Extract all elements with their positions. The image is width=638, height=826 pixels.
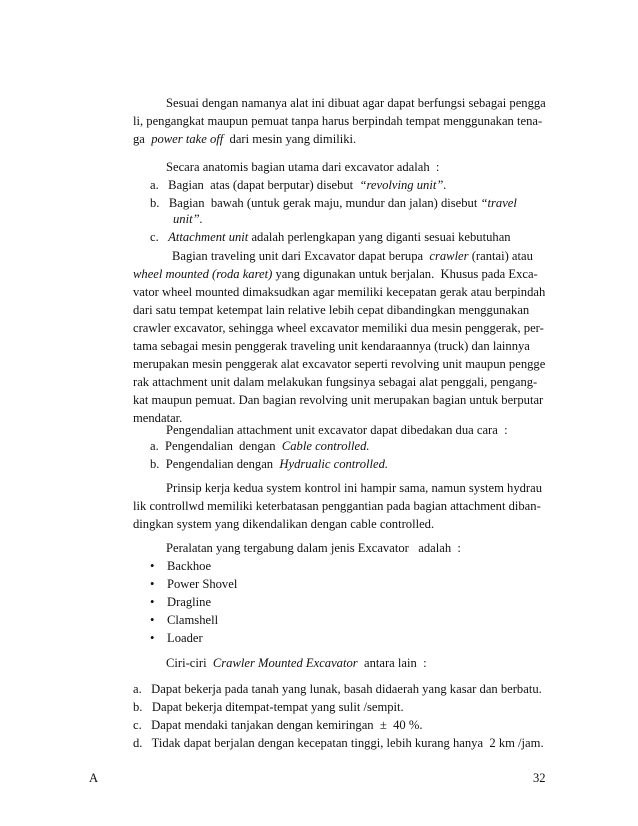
text-line bbox=[133, 498, 541, 514]
text-run: • Power Shovel bbox=[150, 577, 238, 591]
text-line bbox=[133, 392, 543, 408]
text-line bbox=[150, 630, 203, 646]
text-line bbox=[150, 195, 517, 211]
text-run: lik controllwd memiliki keterbatasan penggantian pada bagian attachment diban- bbox=[133, 499, 541, 513]
text-run: Bagian traveling unit dari Excavator dapat berupa bbox=[172, 249, 430, 263]
italic-text: wheel mounted (roda karet) bbox=[133, 267, 273, 281]
text-run: c. Dapat mendaki tanjakan dengan kemiringan ± 40 %. bbox=[133, 718, 423, 732]
italic-text: Hydrualic controlled. bbox=[279, 457, 389, 471]
text-run: Secara anatomis bagian utama dari excavator adalah : bbox=[166, 160, 440, 174]
italic-text: power take off bbox=[151, 132, 224, 146]
text-run: ga bbox=[133, 132, 152, 146]
text-run: • Clamshell bbox=[150, 613, 219, 627]
text-line bbox=[133, 356, 545, 372]
text-line bbox=[150, 229, 511, 245]
text-line bbox=[133, 717, 422, 733]
text-run: antara lain : bbox=[357, 656, 427, 670]
text-run: vator wheel mounted dimaksudkan agar memiliki kecepatan gerak atau berpindah bbox=[133, 285, 546, 299]
text-run: Ciri-ciri bbox=[166, 656, 213, 670]
text-line bbox=[150, 558, 211, 574]
text-line bbox=[133, 516, 434, 532]
text-line bbox=[133, 320, 544, 336]
text-line bbox=[150, 438, 370, 454]
text-line bbox=[150, 576, 237, 592]
italic-text: crawler bbox=[429, 249, 469, 263]
text-run: d. Tidak dapat berjalan dengan kecepatan tinggi, lebih kurang hanya 2 km /jam. bbox=[133, 736, 544, 750]
italic-text: unit”. bbox=[173, 212, 203, 226]
text-line bbox=[133, 266, 538, 282]
text-run: dari mesin yang dimiliki. bbox=[223, 132, 357, 146]
text-run: b. Bagian bawah (untuk gerak maju, mundur dan jalan) disebut bbox=[150, 196, 481, 210]
page-number: 32 bbox=[533, 771, 546, 785]
text-run: kat maupun pemuat. Dan bagian revolving unit merupakan bagian untuk berputar bbox=[133, 393, 544, 407]
text-run: Prinsip kerja kedua system kontrol ini hampir sama, namun system hydrau bbox=[166, 481, 542, 495]
text-run: rak attachment unit dalam melakukan fungsinya sebagai alat penggali, pengang- bbox=[133, 375, 538, 389]
text-line bbox=[133, 374, 537, 390]
text-run: tama sebagai mesin penggerak traveling unit kendaraannya (truck) dan lainnya bbox=[133, 339, 530, 353]
text-line bbox=[166, 655, 427, 671]
text-run: b. Dapat bekerja ditempat-tempat yang sulit /sempit. bbox=[133, 700, 404, 714]
text-line bbox=[133, 338, 530, 354]
italic-text: Cable controlled. bbox=[281, 439, 370, 453]
text-run: dari satu tempat ketempat lain relative lebih cepat dibandingkan menggunakan bbox=[133, 303, 530, 317]
text-line bbox=[166, 95, 546, 111]
text-line bbox=[133, 302, 529, 318]
text-run: Sesuai dengan namanya alat ini dibuat agar dapat berfungsi sebagai pengga bbox=[166, 96, 546, 110]
text-line bbox=[172, 248, 533, 264]
italic-text: Attachment unit bbox=[168, 230, 249, 244]
text-run: b. Pengendalian dengan bbox=[150, 457, 280, 471]
text-run: yang digunakan untuk berjalan. Khusus pada Exca- bbox=[272, 267, 538, 281]
text-run: Pengendalian attachment unit excavator dapat dibedakan dua cara : bbox=[166, 423, 508, 437]
text-line bbox=[150, 177, 446, 193]
text-line bbox=[166, 480, 542, 496]
text-run: crawler excavator, sehingga wheel excavator memiliki dua mesin penggerak, per- bbox=[133, 321, 544, 335]
text-run: a. Dapat bekerja pada tanah yang lunak, basah didaerah yang kasar dan berbatu. bbox=[133, 682, 542, 696]
text-line bbox=[166, 540, 461, 556]
text-line bbox=[133, 681, 542, 697]
text-run: li, pengangkat maupun pemuat tanpa harus berpindah tempat menggunakan tena- bbox=[133, 114, 543, 128]
text-run: • Loader bbox=[150, 631, 203, 645]
text-run: dingkan system yang dikendalikan dengan cable controlled. bbox=[133, 517, 435, 531]
text-line bbox=[133, 735, 544, 751]
text-line bbox=[150, 594, 211, 610]
text-run: Peralatan yang tergabung dalam jenis Excavator adalah : bbox=[166, 541, 461, 555]
text-run: mendatar. bbox=[133, 411, 183, 425]
text-line bbox=[133, 113, 542, 129]
text-line bbox=[173, 211, 203, 227]
text-run: a. Bagian atas (dapat berputar) disebut bbox=[150, 178, 360, 192]
text-line bbox=[133, 284, 545, 300]
text-line bbox=[150, 612, 218, 628]
text-line bbox=[133, 699, 404, 715]
text-run: • Dragline bbox=[150, 595, 212, 609]
text-line bbox=[166, 159, 439, 175]
text-run: (rantai) atau bbox=[468, 249, 533, 263]
text-run: • Backhoe bbox=[150, 559, 212, 573]
footer-left-label: A bbox=[89, 771, 99, 785]
text-run: a. Pengendalian dengan bbox=[150, 439, 282, 453]
text-run: merupakan mesin penggerak alat excavator seperti revolving unit maupun pengge bbox=[133, 357, 546, 371]
text-line bbox=[150, 456, 388, 472]
text-run: c. bbox=[150, 230, 169, 244]
italic-text: “travel bbox=[480, 196, 517, 210]
text-line bbox=[166, 422, 508, 438]
italic-text: Crawler Mounted Excavator bbox=[212, 656, 358, 670]
text-run: adalah perlengkapan yang diganti sesuai kebutuhan bbox=[248, 230, 511, 244]
italic-text: “revolving unit”. bbox=[359, 178, 447, 192]
text-line bbox=[133, 131, 356, 147]
